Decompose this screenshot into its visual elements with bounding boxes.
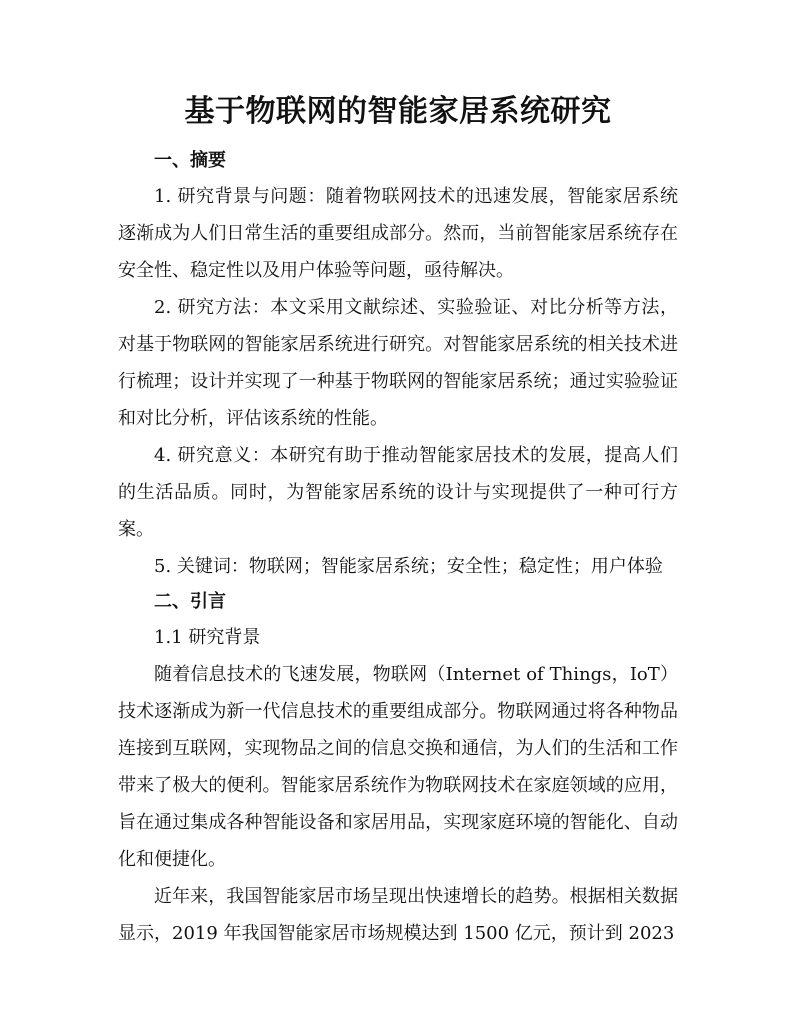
introduction-paragraph: 近年来，我国智能家居市场呈现出快速增长的趋势。根据相关数据显示，2019 年我国智能家居市场规模达到 1500 亿元，预计到 2023	[118, 886, 678, 944]
abstract-heading: 一、摘要	[154, 150, 226, 171]
abstract-item-background: 1. 研究背景与问题：随着物联网技术的迅速发展，智能家居系统逐渐成为人们日常生活的重要组成部分。然而，当前智能家居系统存在安全性、稳定性以及用户体验等问题，亟待解决。	[118, 186, 678, 281]
background-subheading: 1.1 研究背景	[154, 627, 261, 648]
introduction-heading: 二、引言	[154, 591, 226, 612]
introduction-paragraph: 随着信息技术的飞速发展，物联网（Internet of Things，IoT）技术逐渐成为新一代信息技术的重要组成部分。物联网通过将各种物品连接到互联网，实现物品之间的信息交换和通信，为人们的生活和工作带来了极大的便利。智能家居系统作为物联网技术在家庭领域的应用，旨在通过集成各种智能设备和家居用品，实现家庭环境的智能化、自动化和便捷化。	[118, 664, 678, 870]
abstract-item-significance: 4. 研究意义：本研究有助于推动智能家居技术的发展，提高人们的生活品质。同时，为智能家居系统的设计与实现提供了一种可行方案。	[118, 445, 678, 540]
document-title: 基于物联网的智能家居系统研究	[184, 94, 612, 129]
abstract-item-keywords: 5. 关键词：物联网；智能家居系统；安全性；稳定性；用户体验	[154, 556, 663, 577]
document-page	[118, 92, 678, 952]
abstract-item-method: 2. 研究方法：本文采用文献综述、实验验证、对比分析等方法，对基于物联网的智能家居系统进行研究。对智能家居系统的相关技术进行梳理；设计并实现了一种基于物联网的智能家居系统；通过实验验证和对比分析，评估该系统的性能。	[118, 297, 678, 429]
